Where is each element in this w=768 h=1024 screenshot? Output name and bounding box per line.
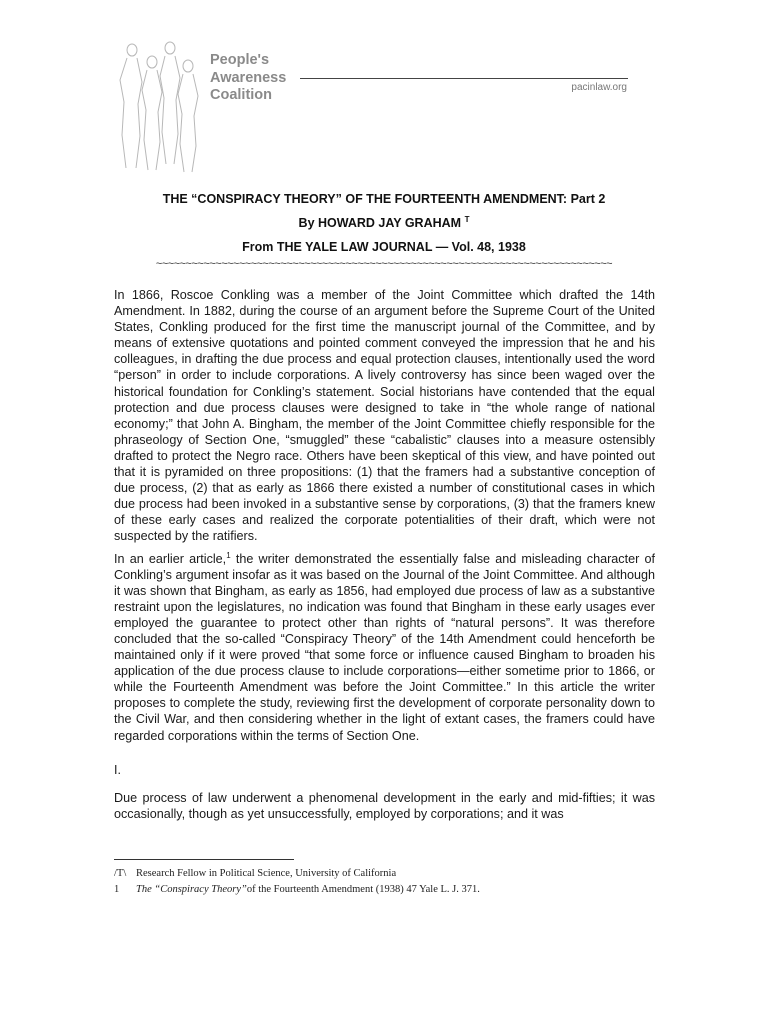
section-heading: I. — [114, 762, 121, 777]
org-name-line1: People's — [210, 52, 270, 68]
footnote-mark: 1 — [114, 883, 120, 895]
footnote-mark: /T\ — [114, 868, 127, 879]
org-name-line3: Coalition — [210, 87, 273, 103]
paragraph-1: In 1866, Roscoe Conkling was a member of the Joint Committee which drafted the 14th Amendment. In 1882, during the course of an argument before the Supreme Court of the United States, Conkling produced for the first time the manuscript journal of the Committee, and by means of extensive quotations and pointed comment conveyed the impression that he and his colleagues, in drafting the due process and equal protection clauses, intentionally used the word “person” in order to include corporations. A lively controversy has since been waged over the historical foundation for Conkling’s statement. Social historians have contended that the equal protection and due process clauses were designed to take in “the whole range of national economy;” that John A. Bingham, the member of the Joint Committee chiefly responsible for the phraseology of Section One, “smuggled” these “cabalistic” clauses into a measure ostensibly drafted to protect the Negro race. Others have been skeptical of this view, and have pointed out that it is pyramided on three propositions: (1) that the framers had a substantive conception of due process, (2) that as early as 1866 there existed a number of constitutional cases in which due process had been invoked in a substantive sense by corporations, (3) that the framers knew of these early cases and realized the corporate potentialities of their draft, which were not suspected by the ratifiers. — [114, 288, 655, 544]
footnote-ref-1[interactable]: 1 — [226, 550, 231, 560]
org-name-line2: Awareness — [210, 69, 287, 86]
site-url[interactable]: pacinlaw.org — [571, 82, 627, 93]
people-silhouettes-logo — [110, 40, 205, 175]
source-line: From THE YALE LAW JOURNAL — Vol. 48, 1938 — [242, 240, 526, 254]
paragraph-2-start: In an earlier article, — [114, 551, 227, 566]
footnote-text — [136, 882, 480, 898]
author-line — [100, 211, 668, 235]
footnote-text: Research Fellow in Political Science, University of California — [136, 868, 397, 879]
footnote-citation: of the Fourteenth Amendment (1938) 47 Yale L. J. 371. — [246, 883, 480, 895]
paragraph-2 — [114, 551, 655, 744]
footnote-item — [114, 882, 655, 898]
org-name — [210, 52, 286, 105]
tilde-divider: ~~~~~~~~~~~~~~~~~~~~~~~~~~~~~~~~~~~~~~~~~~~~~~~~~~~~~~~~~~~~~~~~~~~~~~~~~~~~~ — [155, 258, 613, 270]
paragraph-2-rest: the writer demonstrated the essentially false and misleading character of Conkling’s argument insofar as it was based on the Journal of the Joint Committee. And although it was shown that Bingham, as early as 1856, had employed due process of law as a substantive restraint upon the legislatures, no indication was found that Bingham in these early usages ever employed the guarantee to protect other than rights of “natural persons”. It was therefore concluded that the so-called “Conspiracy Theory” of the 14th Amendment could henceforth be maintained only if it were proved “that some force or influence caused Bingham to broaden his application of the due process clause to include corporations—either sometime prior to 1866, or while the Fourteenth Amendment was before the Joint Committee.” In this article the writer proposes to complete the study, reviewing first the development of corporate personality down to the Civil War, and then considering whether in the light of extant cases, the framers could have regarded corporations within the terms of Section One. — [114, 551, 655, 743]
header-divider — [300, 78, 628, 79]
author-footnote-mark[interactable]: T — [464, 214, 470, 224]
paragraph-3: Due process of law underwent a phenomenal development in the early and mid-fifties; it was occasionally, though as yet unsuccessfully, employed by corporations; and it was — [114, 790, 655, 821]
footnote-cited-title: The “Conspiracy Theory” — [136, 883, 247, 895]
article-title: THE “CONSPIRACY THEORY” OF THE FOURTEENTH AMENDMENT: Part 2 — [162, 192, 606, 206]
footnotes — [114, 866, 655, 897]
article-body — [114, 287, 655, 828]
author-name: By HOWARD JAY GRAHAM — [298, 216, 462, 230]
footnote-item — [114, 866, 655, 882]
title-block — [100, 187, 668, 259]
footnote-divider — [114, 859, 294, 860]
